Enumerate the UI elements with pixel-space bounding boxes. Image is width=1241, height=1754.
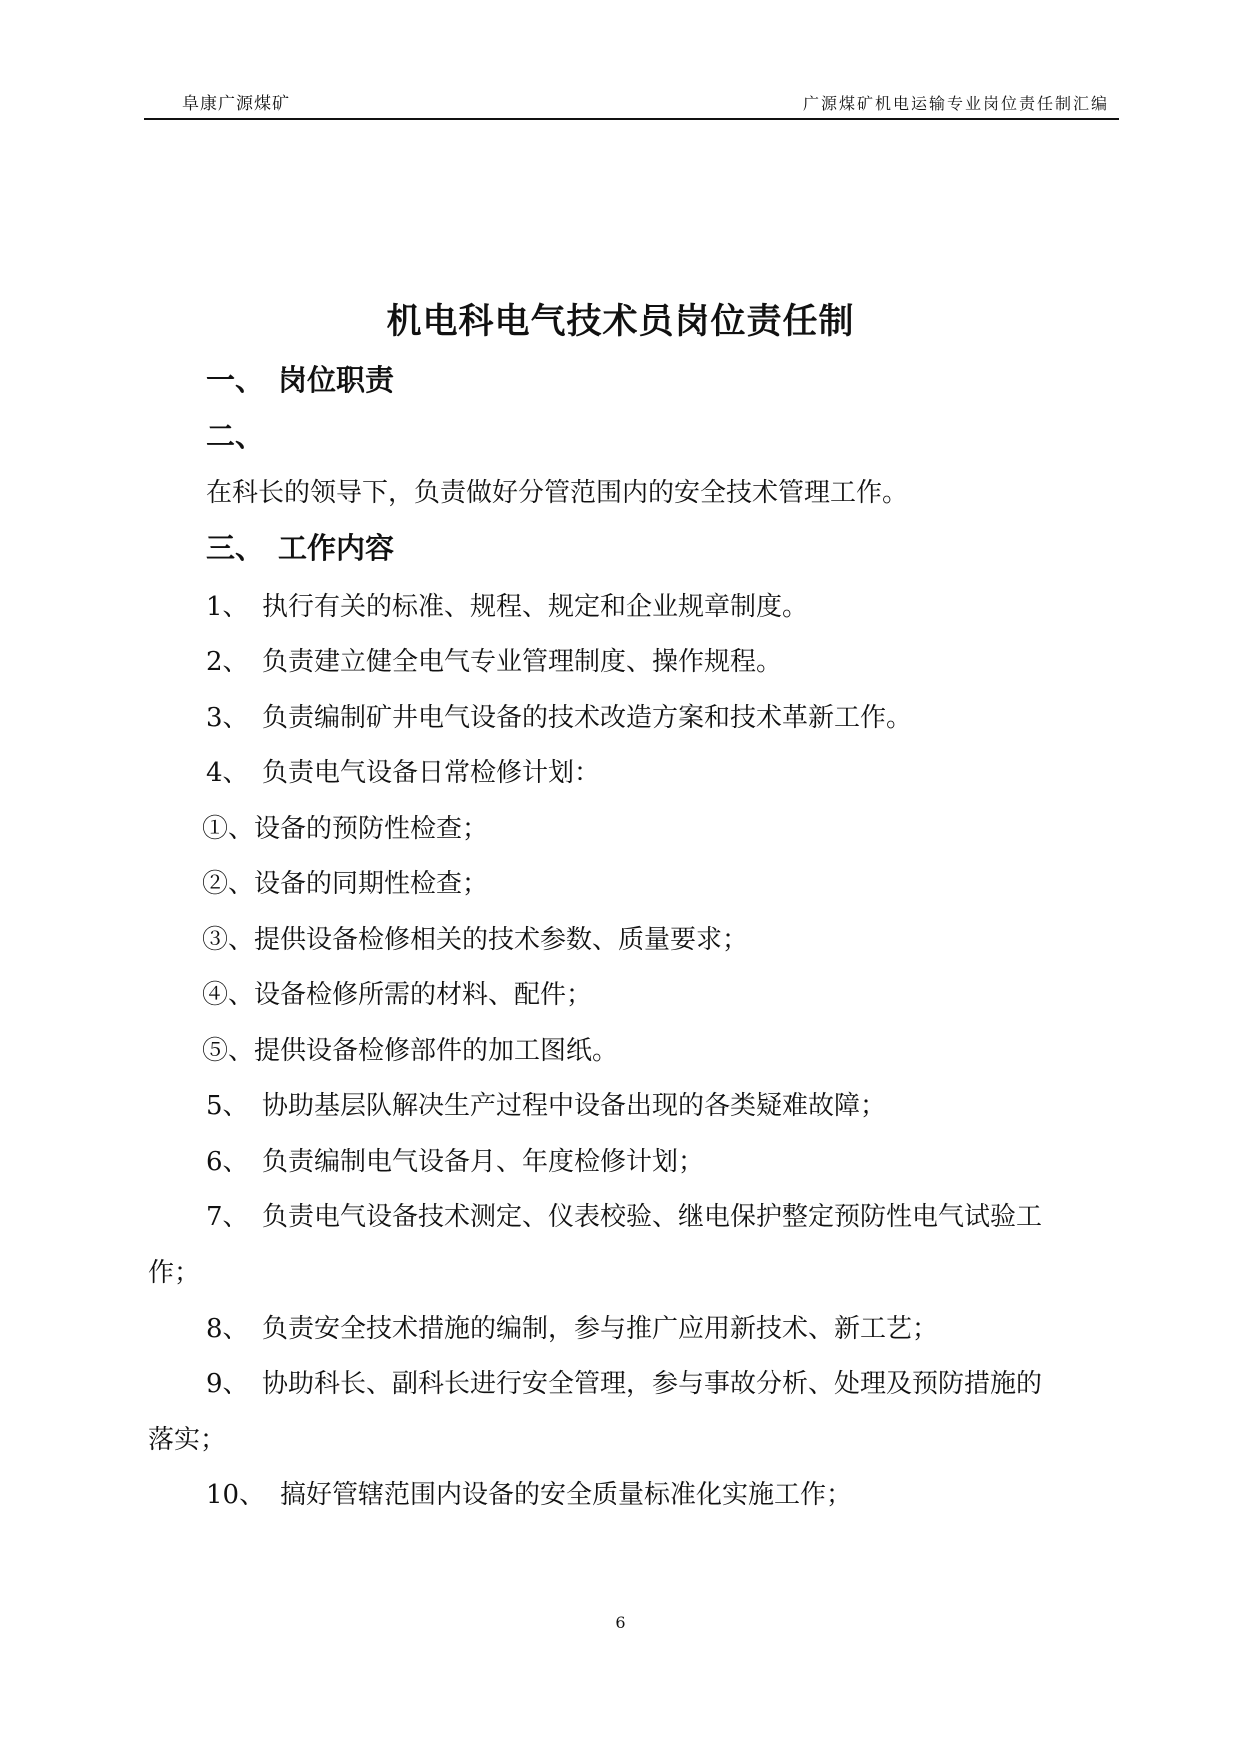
list-item [206,1196,1042,1233]
item-text: 协助科长、副科长进行安全管理，参与事故分析、处理及预防措施的 [262,1369,1043,1399]
page-number: 6 [615,1613,626,1632]
section-label: 岗位职责 [278,363,395,397]
page-title: 机电科电气技术员岗位责任制 [386,302,855,342]
item-number: 3、 [206,703,249,733]
section-label: 工作内容 [278,531,395,565]
responsibility-paragraph: 在科长的领导下，负责做好分管范围内的安全技术管理工作。 [206,478,909,508]
sub-item: ④、设备检修所需的材料、配件； [202,980,593,1010]
item-text: 负责电气设备日常检修计划： [262,758,601,788]
list-item [206,1085,886,1122]
list-item [206,1141,704,1178]
list-item [206,1363,1042,1400]
item-continuation: 落实； [148,1425,227,1455]
item-text: 协助基层队解决生产过程中设备出现的各类疑难故障； [262,1091,887,1121]
sub-item: ①、设备的预防性检查； [202,814,489,844]
list-item [206,586,808,623]
section-heading-work-content [206,526,394,567]
item-number: 6、 [206,1147,249,1177]
item-text: 负责建立健全电气专业管理制度、操作规程。 [262,647,783,677]
item-text: 搞好管辖范围内设备的安全质量标准化实施工作； [280,1480,853,1510]
item-number: 10、 [206,1480,266,1510]
item-text: 负责电气设备技术测定、仪表校验、继电保护整定预防性电气试验工 [262,1202,1043,1232]
item-number: 5、 [206,1091,249,1121]
item-number: 1、 [206,592,249,622]
item-number: 8、 [206,1314,249,1344]
item-continuation: 作； [148,1258,201,1288]
item-text: 执行有关的标准、规程、规定和企业规章制度。 [262,592,809,622]
item-text: 负责编制电气设备月、年度检修计划； [262,1147,705,1177]
list-item [206,641,782,678]
section-heading-two [206,414,278,455]
item-number: 4、 [206,758,249,788]
list-item [206,1474,852,1511]
header-document-series: 广源煤矿机电运输专业岗位责任制汇编 [802,94,1109,113]
item-number: 9、 [206,1369,249,1399]
section-number: 二、 [206,419,265,453]
item-text: 负责安全技术措施的编制，参与推广应用新技术、新工艺； [262,1314,939,1344]
list-item [206,752,600,789]
sub-item: ⑤、提供设备检修部件的加工图纸。 [202,1036,619,1066]
sub-item: ③、提供设备检修相关的技术参数、质量要求； [202,925,749,955]
item-number: 7、 [206,1202,249,1232]
section-number: 三、 [206,531,265,565]
list-item [206,697,912,734]
list-item [206,1308,938,1345]
section-number: 一、 [206,363,265,397]
section-heading-duties [206,358,394,399]
header-rule [144,118,1119,120]
item-text: 负责编制矿井电气设备的技术改造方案和技术革新工作。 [262,703,913,733]
header-org-name: 阜康广源煤矿 [182,94,290,114]
item-number: 2、 [206,647,249,677]
sub-item: ②、设备的同期性检查； [202,869,489,899]
